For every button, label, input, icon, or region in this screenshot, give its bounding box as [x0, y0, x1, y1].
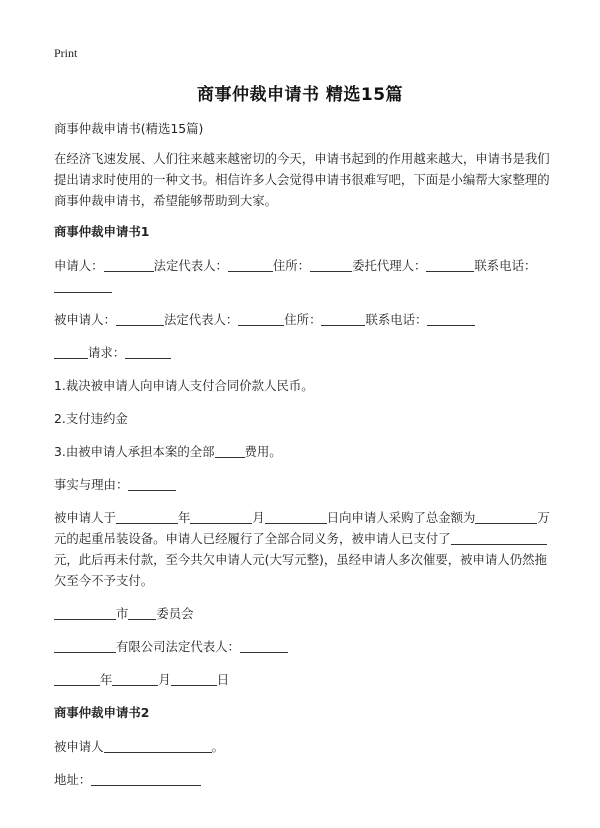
blank-field	[54, 605, 116, 620]
period-mark: 。	[211, 739, 224, 754]
applicant-label: 申请人：	[54, 258, 104, 273]
blank-field	[171, 671, 217, 686]
company-line	[54, 636, 554, 657]
facts-text: 元，此后再未付款，至今共欠申请人元(大写元整)，虽经申请人多次催要，被申请人仍然拖欠至今不予支付。	[54, 552, 547, 588]
request-item-3	[54, 441, 554, 462]
month-label: 月	[158, 672, 171, 687]
respondent-label: 被申请人	[54, 739, 104, 754]
blank-field	[112, 671, 158, 686]
year-label: 年	[100, 672, 113, 687]
facts-text: 被申请人于	[54, 510, 116, 525]
document-body	[54, 118, 554, 802]
blank-field	[116, 509, 178, 524]
address-2-line	[54, 769, 554, 790]
facts-line	[54, 474, 554, 495]
blank-field	[128, 605, 156, 620]
legal-rep-label: 法定代表人：	[153, 258, 228, 273]
blank-field	[54, 278, 112, 293]
contact-label: 联系电话：	[474, 258, 537, 273]
respondent-line	[54, 309, 554, 330]
legal-rep-label: 法定代表人：	[163, 312, 239, 327]
request-item-2: 2.支付违约金	[54, 411, 128, 426]
address-label: 住所：	[284, 312, 322, 327]
request-item-1: 1.裁决被申请人向申请人支付合同价款人民币。	[54, 378, 314, 393]
address-label: 地址：	[54, 772, 92, 787]
day-label: 日	[216, 672, 230, 687]
blank-field	[427, 311, 475, 326]
company-label: 有限公司法定代表人：	[116, 639, 240, 654]
blank-field	[116, 311, 164, 326]
facts-text: 日向申请人采购了总金额为	[326, 510, 476, 525]
print-link[interactable]: Print	[54, 46, 78, 60]
blank-field	[475, 509, 537, 524]
applicant-line	[54, 255, 554, 297]
section-heading-2: 商事仲裁申请书2	[54, 705, 150, 720]
blank-field	[215, 443, 245, 458]
blank-field	[91, 771, 201, 786]
blank-field	[228, 257, 273, 272]
contact-label: 联系电话：	[365, 312, 428, 327]
blank-field	[104, 738, 212, 753]
blank-field	[238, 311, 284, 326]
facts-paragraph	[54, 507, 554, 591]
blank-field	[190, 509, 252, 524]
respondent-label: 被申请人：	[54, 312, 116, 327]
blank-field	[104, 257, 154, 272]
blank-field	[310, 257, 352, 272]
blank-field	[240, 638, 288, 653]
address-label: 住所：	[272, 258, 311, 273]
respondent-2-line	[54, 736, 554, 757]
blank-field	[54, 344, 88, 359]
section-heading-1: 商事仲裁申请书1	[54, 224, 150, 239]
facts-label: 事实与理由：	[54, 477, 129, 492]
facts-text: 年	[177, 510, 191, 525]
blank-field	[54, 671, 100, 686]
committee-line	[54, 603, 554, 624]
city-label: 市	[116, 606, 129, 621]
request-line	[54, 342, 554, 363]
document-subtitle: 商事仲裁申请书(精选15篇)	[54, 121, 204, 136]
committee-label: 委员会	[156, 606, 194, 621]
facts-text: 万元的起重吊装设备。申请人已经履行了全部合同义务，被申请人已支付了	[54, 510, 550, 546]
blank-field	[125, 344, 171, 359]
blank-field	[54, 638, 116, 653]
facts-text: 月	[252, 510, 265, 525]
request-item-3-suffix: 费用。	[244, 444, 282, 459]
blank-field	[321, 311, 365, 326]
blank-field	[128, 476, 176, 491]
agent-label: 委托代理人：	[352, 258, 427, 273]
blank-field	[426, 257, 474, 272]
blank-field	[265, 509, 327, 524]
date-line	[54, 669, 554, 690]
page-title: 商事仲裁申请书 精选15篇	[196, 85, 404, 105]
request-item-3-text: 3.由被申请人承担本案的全部	[54, 444, 215, 459]
intro-paragraph: 在经济飞速发展、人们往来越来越密切的今天，申请书起到的作用越来越大，申请书是我们提出请求时使用的一种文书。相信许多人会觉得申请书很难写吧，下面是小编帮大家整理的商事仲裁申请书，希望能够帮助到大家。	[54, 151, 550, 208]
blank-field	[451, 530, 547, 545]
request-label: 请求：	[88, 345, 126, 360]
